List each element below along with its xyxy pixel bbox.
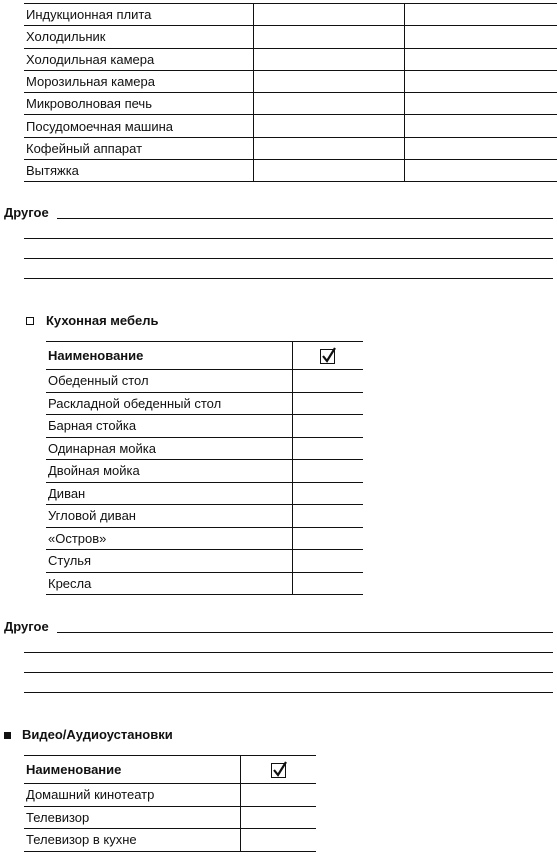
table-row [46, 572, 363, 595]
table-row [24, 160, 557, 182]
other-write-line[interactable] [24, 258, 553, 259]
check-cell[interactable] [292, 460, 363, 483]
table-cell-input[interactable] [404, 137, 557, 159]
av-item-name: Домашний кинотеатр [24, 784, 240, 807]
other-write-line[interactable] [24, 652, 553, 653]
check-cell[interactable] [292, 437, 363, 460]
appliance-name: Индукционная плита [24, 4, 253, 26]
table-cell-input[interactable] [404, 70, 557, 92]
appliance-name: Микроволновая печь [24, 93, 253, 115]
table-cell-input[interactable] [404, 4, 557, 26]
furniture-name: «Остров» [46, 527, 292, 550]
column-header-name: Наименование [46, 342, 292, 370]
checked-box-icon [320, 349, 335, 364]
check-cell[interactable] [292, 415, 363, 438]
table-cell-input[interactable] [253, 115, 404, 137]
furniture-table [46, 341, 363, 595]
table-row [24, 48, 557, 70]
furniture-table-body [46, 342, 363, 595]
table-row [46, 370, 363, 393]
table-row [24, 70, 557, 92]
solid-square-bullet-icon [4, 732, 11, 739]
table-cell-input[interactable] [253, 4, 404, 26]
other-section-1 [0, 205, 557, 285]
furniture-name: Барная стойка [46, 415, 292, 438]
table-row [46, 460, 363, 483]
appliance-name: Холодильная камера [24, 48, 253, 70]
furniture-name: Обеденный стол [46, 370, 292, 393]
other-label: Другое [4, 205, 49, 220]
table-row [46, 437, 363, 460]
table-cell-input[interactable] [253, 160, 404, 182]
appliance-name: Вытяжка [24, 160, 253, 182]
av-item-name: Телевизор в кухне [24, 829, 240, 852]
appliances-table [24, 3, 557, 182]
appliance-name: Морозильная камера [24, 70, 253, 92]
furniture-name: Двойная мойка [46, 460, 292, 483]
av-table-body [24, 756, 316, 852]
table-cell-input[interactable] [404, 48, 557, 70]
table-header-row [24, 756, 316, 784]
table-row [46, 550, 363, 573]
table-cell-input[interactable] [404, 26, 557, 48]
checked-box-icon [271, 763, 286, 778]
furniture-heading-text: Кухонная мебель [46, 313, 159, 328]
table-row [46, 392, 363, 415]
appliance-name: Кофейный аппарат [24, 137, 253, 159]
check-cell[interactable] [292, 370, 363, 393]
other-write-line[interactable] [24, 692, 553, 693]
furniture-name: Стулья [46, 550, 292, 573]
table-row [24, 137, 557, 159]
check-cell[interactable] [240, 784, 316, 807]
column-header-check [240, 756, 316, 784]
other-write-line[interactable] [57, 632, 553, 633]
table-cell-input[interactable] [253, 137, 404, 159]
check-cell[interactable] [292, 482, 363, 505]
check-cell[interactable] [240, 829, 316, 852]
furniture-name: Кресла [46, 572, 292, 595]
column-header-check [292, 342, 363, 370]
furniture-name: Одинарная мойка [46, 437, 292, 460]
table-row [46, 482, 363, 505]
hollow-square-bullet-icon [26, 317, 34, 325]
table-row [24, 93, 557, 115]
table-cell-input[interactable] [404, 115, 557, 137]
table-header-row [46, 342, 363, 370]
table-cell-input[interactable] [253, 48, 404, 70]
furniture-heading [26, 313, 159, 329]
table-row [24, 26, 557, 48]
check-cell[interactable] [240, 806, 316, 829]
other-write-line[interactable] [57, 218, 553, 219]
other-label: Другое [4, 619, 49, 634]
table-row [24, 829, 316, 852]
check-cell[interactable] [292, 392, 363, 415]
table-cell-input[interactable] [253, 70, 404, 92]
av-item-name: Телевизор [24, 806, 240, 829]
table-row [24, 4, 557, 26]
table-row [46, 505, 363, 528]
table-cell-input[interactable] [404, 160, 557, 182]
table-row [24, 784, 316, 807]
table-row [24, 115, 557, 137]
other-write-line[interactable] [24, 672, 553, 673]
check-cell[interactable] [292, 527, 363, 550]
furniture-name: Угловой диван [46, 505, 292, 528]
check-cell[interactable] [292, 572, 363, 595]
check-cell[interactable] [292, 505, 363, 528]
other-write-line[interactable] [24, 278, 553, 279]
av-heading [4, 727, 173, 743]
table-row [46, 527, 363, 550]
table-row [24, 806, 316, 829]
furniture-name: Диван [46, 482, 292, 505]
table-cell-input[interactable] [253, 93, 404, 115]
appliances-table-body [24, 4, 557, 182]
appliance-name: Холодильник [24, 26, 253, 48]
other-write-line[interactable] [24, 238, 553, 239]
furniture-name: Раскладной обеденный стол [46, 392, 292, 415]
av-heading-text: Видео/Аудиоустановки [22, 727, 173, 742]
other-section-2 [0, 619, 557, 699]
table-cell-input[interactable] [253, 26, 404, 48]
appliance-name: Посудомоечная машина [24, 115, 253, 137]
av-table [24, 755, 316, 852]
check-cell[interactable] [292, 550, 363, 573]
table-cell-input[interactable] [404, 93, 557, 115]
table-row [46, 415, 363, 438]
column-header-name: Наименование [24, 756, 240, 784]
